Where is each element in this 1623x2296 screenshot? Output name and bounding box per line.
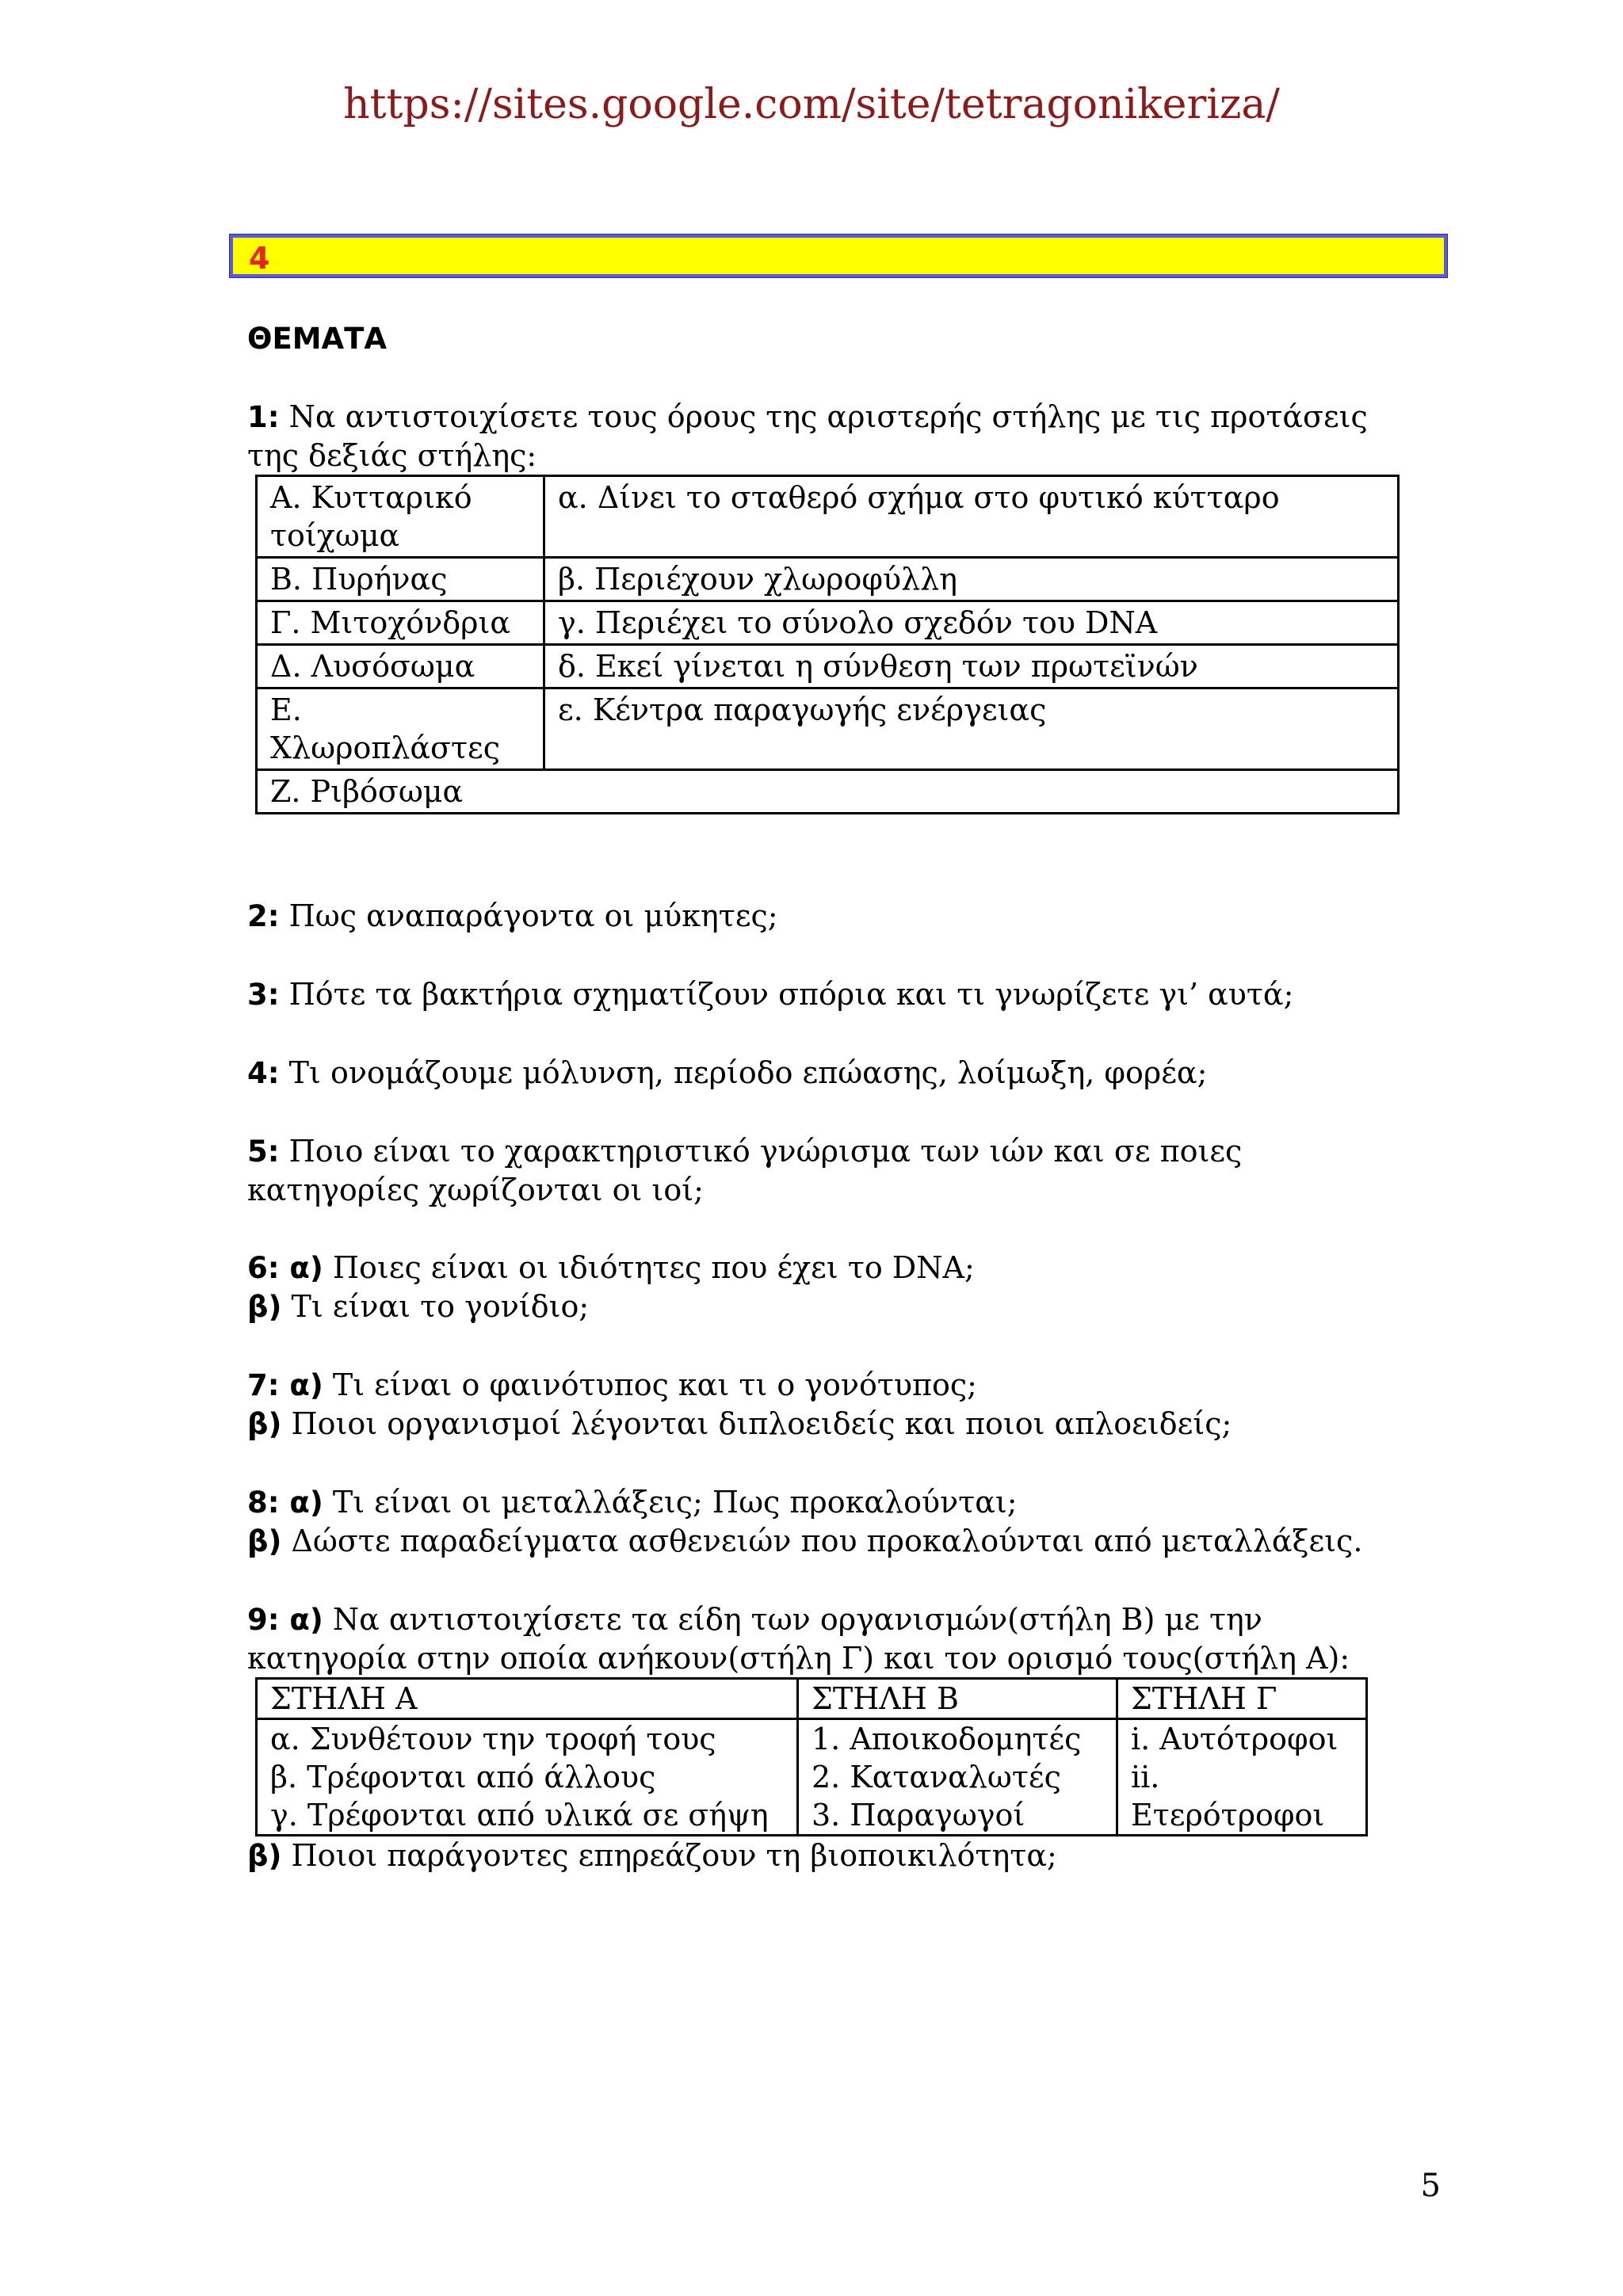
table-row [257, 601, 1399, 645]
part-label: β) [247, 1290, 282, 1324]
question-number: 1: [247, 400, 280, 434]
matching-table-1 [255, 475, 1400, 814]
table-cell-left: Δ. Λυσόσωμα [257, 645, 544, 688]
table-row [257, 688, 1399, 770]
table-row [257, 770, 1399, 814]
question-text: Τι είναι ο φαινότυπος και τι ο γονότυπος; [323, 1367, 977, 1402]
question-text: Ποιοι παράγοντες επηρεάζουν τη βιοποικιλότητα; [281, 1838, 1057, 1873]
column-header-b: ΣΤΗΛΗ Β [798, 1679, 1117, 1719]
column-a-cell [257, 1719, 798, 1836]
question-5 [247, 1132, 1412, 1209]
question-7 [247, 1366, 1412, 1444]
list-item: β. Τρέφονται από άλλους [270, 1760, 656, 1794]
question-1 [247, 398, 1412, 475]
question-part-b [247, 1405, 1412, 1444]
table-row [257, 1719, 1367, 1836]
table-cell-last: Ζ. Ριβόσωμα [257, 770, 1399, 814]
question-number: 9: α) [247, 1603, 323, 1637]
table-cell-right: α. Δίνει το σταθερό σχήμα στο φυτικό κύτταρο [544, 476, 1399, 558]
part-label: β) [247, 1524, 282, 1558]
question-number: 5: [247, 1135, 280, 1169]
question-text: Πως αναπαράγοντα οι μύκητες; [279, 898, 778, 933]
table-header-row [257, 1679, 1367, 1719]
question-text: Δώστε παραδείγματα ασθενειών που προκαλούνται από μεταλλάξεις. [281, 1524, 1363, 1558]
table-cell-left: Γ. Μιτοχόνδρια [257, 601, 544, 645]
column-b-cell [798, 1719, 1117, 1836]
header-url-link[interactable]: https://sites.google.com/site/tetragonikeriza/ [343, 81, 1280, 128]
list-item: 3. Παραγωγοί [812, 1798, 1025, 1833]
question-number: 4: [247, 1056, 280, 1090]
question-text: Πότε τα βακτήρια σχηματίζουν σπόρια και τι γνωρίζετε γι’ αυτά; [279, 977, 1294, 1012]
list-item: ii. Ετερότροφοι [1131, 1760, 1325, 1833]
question-6 [247, 1249, 1412, 1326]
part-label: β) [247, 1407, 282, 1441]
question-text: Ποιο είναι το χαρακτηριστικό γνώρισμα των ιών και σε ποιες κατηγορίες χωρίζονται οι ιοί; [247, 1134, 1243, 1207]
question-part-a [247, 1483, 1412, 1522]
table-cell-right: δ. Εκεί γίνεται η σύνθεση των πρωτεϊνών [544, 645, 1399, 688]
question-number: 2: [247, 899, 280, 933]
column-header-c: ΣΤΗΛΗ Γ [1117, 1679, 1367, 1719]
page-number: 5 [1420, 2168, 1441, 2204]
question-text: Τι ονομάζουμε μόλυνση, περίοδο επώασης, λοίμωξη, φορέα; [279, 1055, 1208, 1090]
question-text: Να αντιστοιχίσετε τους όρους της αριστερής στήλης με τις προτάσεις της δεξιάς στήλης: [247, 399, 1368, 473]
question-text: Να αντιστοιχίσετε τα είδη των οργανισμών(στήλη Β) με την κατηγορία στην οποία ανήκουν(στήλη Γ) και τον ορισμό τους(στήλη Α): [247, 1602, 1350, 1676]
matching-table-9 [255, 1677, 1368, 1836]
question-4 [247, 1054, 1412, 1093]
question-part-b [247, 1287, 1412, 1326]
list-item: i. Αυτότροφοι [1131, 1722, 1338, 1756]
question-2 [247, 897, 1412, 936]
part-label: β) [247, 1839, 282, 1873]
question-text: Ποιοι οργανισμοί λέγονται διπλοειδείς και ποιοι απλοειδείς; [281, 1406, 1232, 1441]
question-text: Τι είναι οι μεταλλάξεις; Πως προκαλούνται; [323, 1485, 1018, 1520]
column-header-a: ΣΤΗΛΗ Α [257, 1679, 798, 1719]
question-3 [247, 975, 1412, 1014]
question-text: Ποιες είναι οι ιδιότητες που έχει το DNA; [323, 1250, 975, 1285]
table-cell-left: Ε. Χλωροπλάστες [257, 688, 544, 770]
table-cell-right: β. Περιέχουν χλωροφύλλη [544, 558, 1399, 601]
question-text: Τι είναι το γονίδιο; [281, 1289, 590, 1324]
chapter-bar [230, 235, 1447, 277]
section-title: ΘΕΜΑΤΑ [247, 322, 388, 356]
question-part-a [247, 1249, 1412, 1287]
question-9 [247, 1600, 1412, 1875]
list-item: α. Συνθέτουν την τροφή τους [270, 1722, 716, 1756]
list-item: 2. Καταναλωτές [812, 1760, 1061, 1794]
table-cell-left: Α. Κυτταρικό τοίχωμα [257, 476, 544, 558]
question-number: 7: α) [247, 1368, 323, 1402]
table-row [257, 645, 1399, 688]
table-row [257, 476, 1399, 558]
column-c-cell [1117, 1719, 1367, 1836]
document-content [247, 320, 1412, 1875]
question-part-a [247, 1366, 1412, 1405]
chapter-number: 4 [249, 241, 270, 276]
list-item: γ. Τρέφονται από υλικά σε σήψη [270, 1798, 769, 1833]
table-cell-right: γ. Περιέχει το σύνολο σχεδόν του DNA [544, 601, 1399, 645]
list-item: 1. Αποικοδομητές [812, 1722, 1082, 1756]
question-8 [247, 1483, 1412, 1561]
question-number: 6: α) [247, 1251, 323, 1285]
question-number: 3: [247, 978, 280, 1012]
table-row [257, 558, 1399, 601]
question-number: 8: α) [247, 1486, 323, 1520]
table-cell-right: ε. Κέντρα παραγωγής ενέργειας [544, 688, 1399, 770]
question-part-b [247, 1836, 1412, 1875]
question-part-b [247, 1522, 1412, 1561]
question-part-a [247, 1600, 1412, 1677]
table-cell-left: Β. Πυρήνας [257, 558, 544, 601]
